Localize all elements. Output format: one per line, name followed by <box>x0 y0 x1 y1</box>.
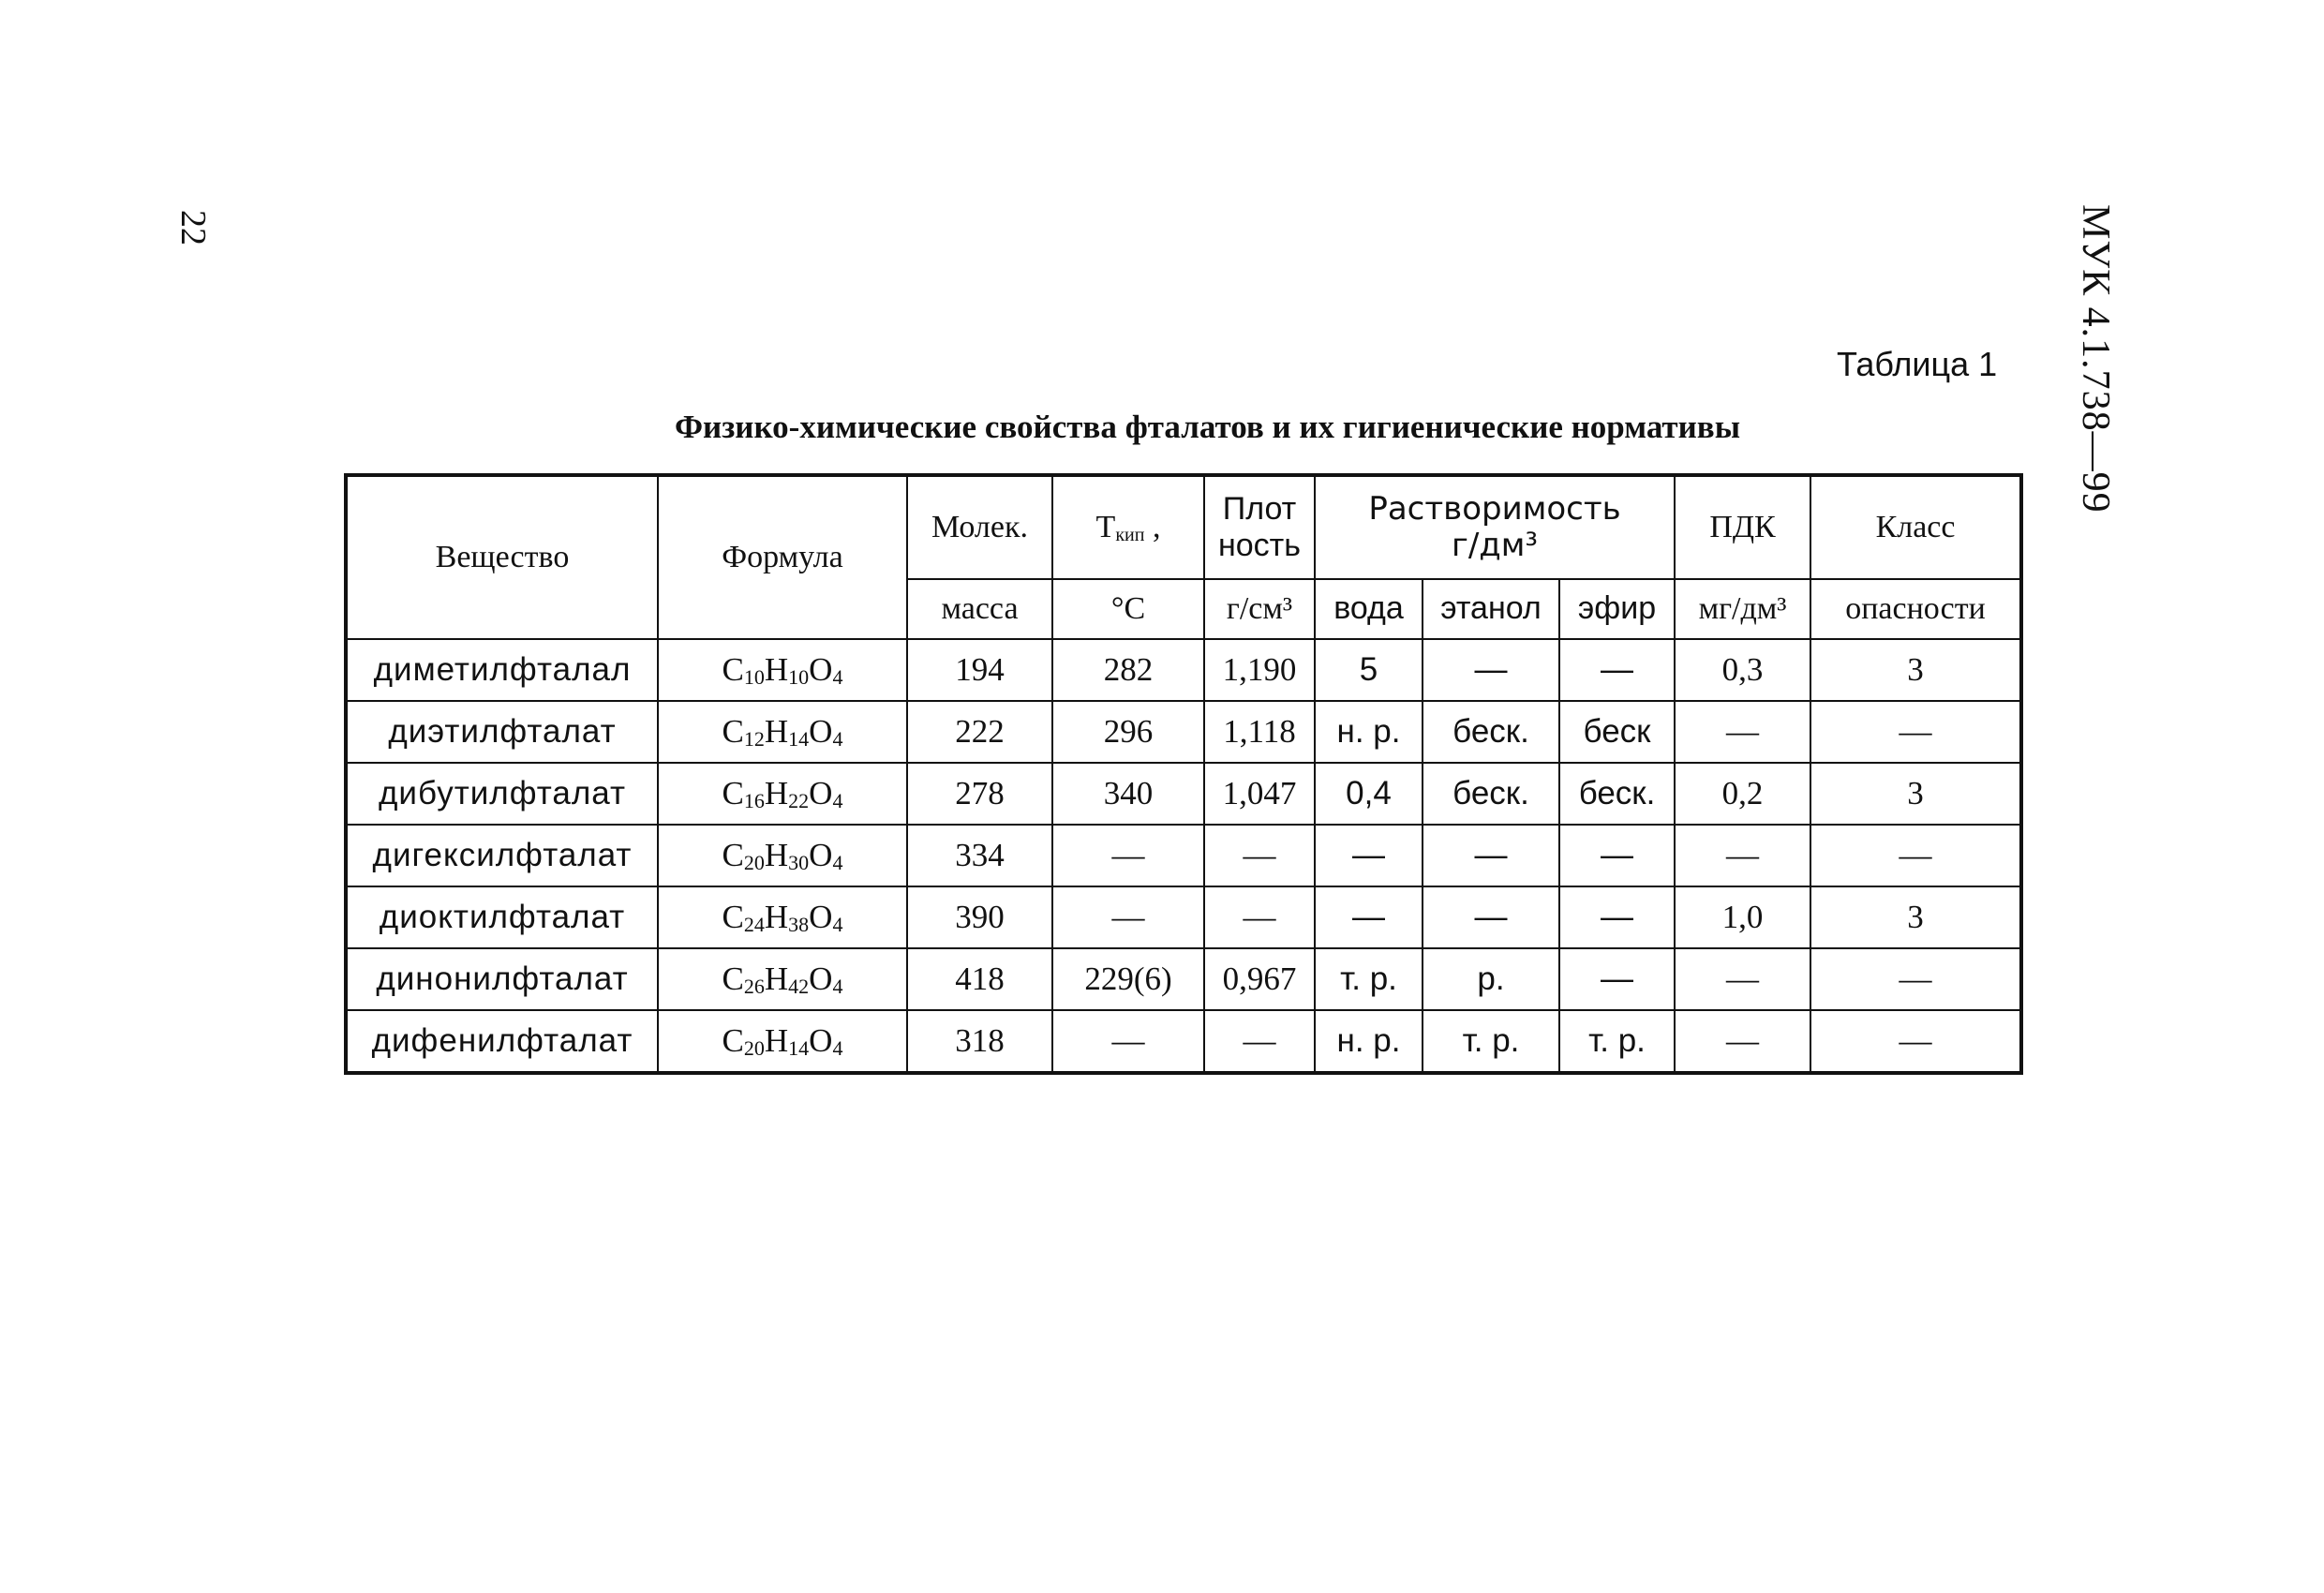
cell-hazard-class: — <box>1810 948 2021 1010</box>
table-row <box>346 763 2021 825</box>
header-tboil-sub: кип <box>1115 525 1145 545</box>
cell-molecular-mass: 334 <box>907 825 1052 886</box>
cell-solubility-water: н. р. <box>1315 701 1423 763</box>
formula-element: C <box>722 774 744 811</box>
cell-solubility-ethanol: — <box>1423 886 1559 948</box>
formula-element: O <box>809 650 833 688</box>
cell-formula <box>658 948 907 1010</box>
formula-subscript: 20 <box>743 850 765 874</box>
header-formula: Формула <box>658 475 907 639</box>
cell-molecular-mass: 222 <box>907 701 1052 763</box>
cell-solubility-ether: — <box>1559 948 1675 1010</box>
formula-subscript: 22 <box>788 788 810 812</box>
cell-substance-name: динонилфталат <box>346 948 658 1010</box>
table-number: Таблица 1 <box>1837 345 1998 383</box>
formula-element: C <box>722 898 744 935</box>
cell-density: — <box>1204 825 1315 886</box>
formula-element: H <box>764 898 789 935</box>
cell-molecular-mass: 318 <box>907 1010 1052 1073</box>
cell-substance-name: диоктилфталат <box>346 886 658 948</box>
header-water: вода <box>1315 579 1423 639</box>
cell-boiling-point: — <box>1052 825 1204 886</box>
formula-element: O <box>809 712 833 750</box>
formula-subscript: 14 <box>788 726 810 751</box>
cell-pdk: 1,0 <box>1675 886 1810 948</box>
formula-element: H <box>764 712 789 750</box>
cell-pdk: — <box>1675 1010 1810 1073</box>
cell-boiling-point: 340 <box>1052 763 1204 825</box>
cell-solubility-water: н. р. <box>1315 1010 1423 1073</box>
header-ethanol: этанол <box>1423 579 1559 639</box>
cell-solubility-ethanol: р. <box>1423 948 1559 1010</box>
table-row <box>346 825 2021 886</box>
header-class-bottom: опасности <box>1810 579 2021 639</box>
cell-formula <box>658 825 907 886</box>
cell-solubility-water: 0,4 <box>1315 763 1423 825</box>
formula-element: C <box>722 650 744 688</box>
cell-density: 1,047 <box>1204 763 1315 825</box>
cell-hazard-class: — <box>1810 825 2021 886</box>
cell-density: 1,190 <box>1204 639 1315 701</box>
formula-subscript: 14 <box>788 1035 810 1060</box>
header-density-line1: Плот <box>1222 490 1297 527</box>
cell-solubility-ether: беск <box>1559 701 1675 763</box>
formula-subscript: 4 <box>832 1035 843 1060</box>
table-title: Физико-химические свойства фталатов и их гигиенические нормативы <box>675 409 1741 445</box>
cell-solubility-water: 5 <box>1315 639 1423 701</box>
formula-subscript: 10 <box>743 664 765 689</box>
formula-element: H <box>764 836 789 873</box>
cell-hazard-class: 3 <box>1810 763 2021 825</box>
formula-subscript: 42 <box>788 974 810 998</box>
formula-element: C <box>722 960 744 997</box>
table-row <box>346 639 2021 701</box>
formula-element: O <box>809 898 833 935</box>
cell-boiling-point: 296 <box>1052 701 1204 763</box>
header-tboil-letter: Т <box>1095 510 1116 544</box>
header-substance: Вещество <box>346 475 658 639</box>
cell-density: 1,118 <box>1204 701 1315 763</box>
header-class-top: Класс <box>1810 475 2021 579</box>
header-density-unit: г/см³ <box>1204 579 1315 639</box>
cell-hazard-class: — <box>1810 701 2021 763</box>
cell-substance-name: дифенилфталат <box>346 1010 658 1073</box>
cell-solubility-water: — <box>1315 825 1423 886</box>
header-pdk: ПДК <box>1675 475 1810 579</box>
formula-element: O <box>809 774 833 811</box>
cell-solubility-ether: т. р. <box>1559 1010 1675 1073</box>
cell-solubility-ethanol: — <box>1423 639 1559 701</box>
formula-element: H <box>764 1021 789 1059</box>
cell-solubility-water: — <box>1315 886 1423 948</box>
cell-density: — <box>1204 1010 1315 1073</box>
cell-pdk: 0,2 <box>1675 763 1810 825</box>
cell-pdk: — <box>1675 948 1810 1010</box>
formula-subscript: 4 <box>832 974 843 998</box>
header-molecular-mass-bottom: масса <box>907 579 1052 639</box>
header-tboil-unit: °С <box>1052 579 1204 639</box>
cell-solubility-ether: беск. <box>1559 763 1675 825</box>
cell-density: — <box>1204 886 1315 948</box>
cell-pdk: — <box>1675 701 1810 763</box>
formula-element: C <box>722 836 744 873</box>
header-molecular-mass-top: Молек. <box>907 475 1052 579</box>
header-ether: эфир <box>1559 579 1675 639</box>
cell-formula <box>658 1010 907 1073</box>
cell-pdk: — <box>1675 825 1810 886</box>
table-body <box>346 639 2021 1073</box>
formula-subscript: 30 <box>788 850 810 874</box>
formula-subscript: 4 <box>832 664 843 689</box>
formula-subscript: 10 <box>788 664 810 689</box>
cell-molecular-mass: 278 <box>907 763 1052 825</box>
cell-hazard-class: — <box>1810 1010 2021 1073</box>
cell-density: 0,967 <box>1204 948 1315 1010</box>
cell-formula <box>658 639 907 701</box>
formula-element: C <box>722 1021 744 1059</box>
header-tboil-comma: , <box>1144 510 1161 544</box>
cell-boiling-point: — <box>1052 886 1204 948</box>
cell-substance-name: дигексилфталат <box>346 825 658 886</box>
cell-hazard-class: 3 <box>1810 639 2021 701</box>
header-boiling-point <box>1052 475 1204 579</box>
cell-solubility-ethanol: беск. <box>1423 701 1559 763</box>
cell-boiling-point: 282 <box>1052 639 1204 701</box>
formula-element: H <box>764 960 789 997</box>
cell-formula <box>658 886 907 948</box>
document-code: МУК 4.1.738—99 <box>2074 204 2117 514</box>
cell-molecular-mass: 194 <box>907 639 1052 701</box>
formula-element: O <box>809 1021 833 1059</box>
header-density-line2: ность <box>1218 528 1301 563</box>
formula-subscript: 20 <box>743 1035 765 1060</box>
formula-element: O <box>809 836 833 873</box>
cell-formula <box>658 701 907 763</box>
cell-hazard-class: 3 <box>1810 886 2021 948</box>
table-row <box>346 701 2021 763</box>
table-row <box>346 886 2021 948</box>
formula-element: H <box>764 774 789 811</box>
formula-element: O <box>809 960 833 997</box>
cell-solubility-ether: — <box>1559 886 1675 948</box>
formula-element: C <box>722 712 744 750</box>
cell-molecular-mass: 390 <box>907 886 1052 948</box>
cell-solubility-ethanol: беск. <box>1423 763 1559 825</box>
formula-subscript: 16 <box>743 788 765 812</box>
cell-solubility-ether: — <box>1559 639 1675 701</box>
formula-subscript: 4 <box>832 788 843 812</box>
cell-boiling-point: — <box>1052 1010 1204 1073</box>
formula-subscript: 38 <box>788 912 810 936</box>
page-number: 22 <box>173 210 213 246</box>
cell-solubility-ethanol: — <box>1423 825 1559 886</box>
formula-subscript: 4 <box>832 850 843 874</box>
header-density <box>1204 475 1315 579</box>
properties-table <box>344 473 2023 1075</box>
cell-boiling-point: 229(6) <box>1052 948 1204 1010</box>
header-solubility-line1: Растворимость <box>1368 489 1621 528</box>
formula-subscript: 26 <box>743 974 765 998</box>
header-row-top <box>346 475 2021 579</box>
header-solubility <box>1315 475 1675 579</box>
header-pdk-unit: мг/дм³ <box>1675 579 1810 639</box>
table-row <box>346 948 2021 1010</box>
cell-solubility-water: т. р. <box>1315 948 1423 1010</box>
cell-solubility-ether: — <box>1559 825 1675 886</box>
cell-molecular-mass: 418 <box>907 948 1052 1010</box>
formula-subscript: 12 <box>743 726 765 751</box>
formula-subscript: 24 <box>743 912 765 936</box>
cell-formula <box>658 763 907 825</box>
cell-solubility-ethanol: т. р. <box>1423 1010 1559 1073</box>
cell-substance-name: диэтилфталат <box>346 701 658 763</box>
header-solubility-line2: г/дм³ <box>1451 527 1539 564</box>
formula-element: H <box>764 650 789 688</box>
formula-subscript: 4 <box>832 912 843 936</box>
table-row <box>346 1010 2021 1073</box>
cell-substance-name: дибутилфталат <box>346 763 658 825</box>
cell-pdk: 0,3 <box>1675 639 1810 701</box>
cell-substance-name: диметилфталал <box>346 639 658 701</box>
formula-subscript: 4 <box>832 726 843 751</box>
